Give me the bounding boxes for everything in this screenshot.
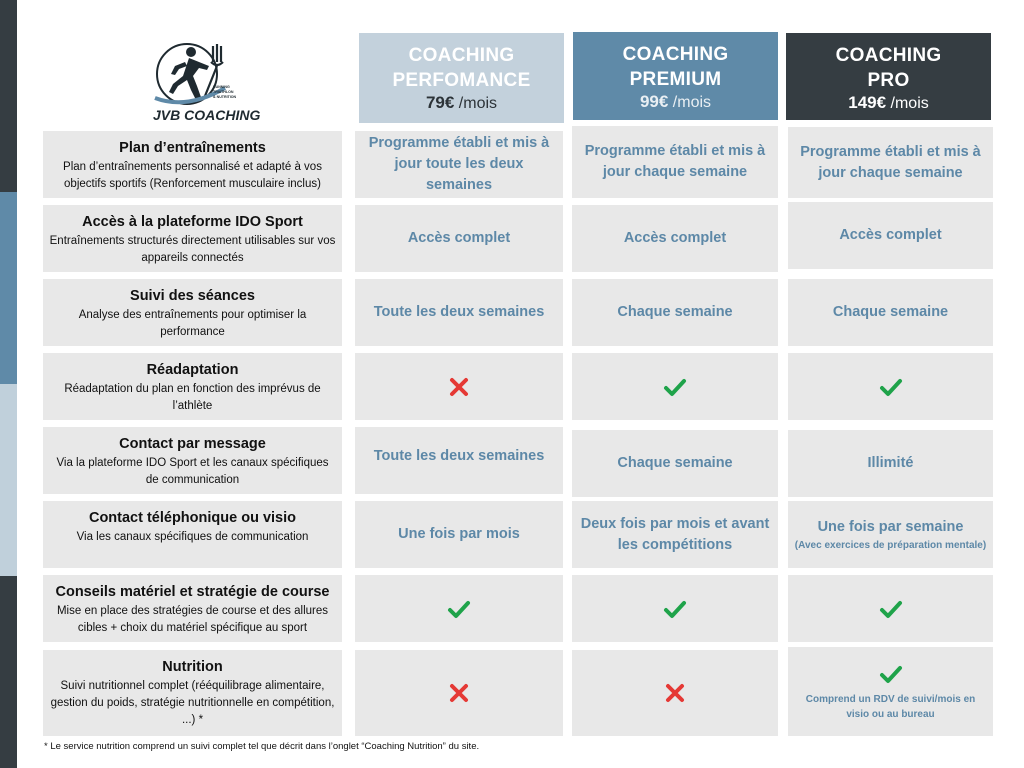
feature-conseils-materiel — [43, 575, 342, 642]
cell-pro-message — [788, 430, 993, 497]
cell-performance-message — [355, 427, 563, 494]
cell-performance-telephone — [355, 501, 563, 568]
plan-period: /mois — [890, 95, 929, 112]
feature-description: Via les canaux spécifiques de communication — [76, 531, 309, 543]
feature-description: Mise en place des stratégies de course et des allures cibles + choix du matériel spécifique au sport — [56, 605, 329, 634]
feature-description: Analyse des entraînements pour optimiser la performance — [78, 309, 307, 338]
feature-title: Réadaptation — [146, 362, 239, 378]
cell-text: Illimité — [867, 455, 914, 471]
cell-premium-plan — [572, 126, 778, 198]
cell-pro-conseils — [788, 575, 993, 642]
feature-nutrition — [43, 650, 342, 736]
cross-icon — [447, 375, 471, 399]
cell-text: Accès complet — [623, 230, 727, 246]
cell-text: Une fois par mois — [398, 526, 520, 542]
cell-premium-telephone — [572, 501, 778, 568]
plan-price: 149€ — [848, 93, 887, 112]
plan-name-line1: COACHING — [835, 45, 942, 66]
feature-title: Nutrition — [162, 659, 223, 675]
cell-premium-acces — [572, 205, 778, 272]
footnote: * Le service nutrition comprend un suivi complet tel que décrit dans l’onglet “Coaching Nutrition” du site. — [44, 741, 480, 752]
cell-performance-acces — [355, 205, 563, 272]
cell-pro-telephone — [788, 501, 993, 568]
cell-text: Toute les deux semaines — [373, 448, 545, 464]
cell-performance-plan — [355, 131, 563, 198]
cell-text: Chaque semaine — [617, 304, 733, 320]
cross-icon — [447, 681, 471, 705]
plan-period: /mois — [672, 94, 712, 111]
cross-icon — [663, 681, 687, 705]
feature-description: Réadaptation du plan en fonction des imprévus de l’athlète — [64, 383, 321, 412]
cell-text: Toute les deux semaines — [373, 304, 545, 320]
cell-text: Accès complet — [407, 230, 511, 246]
plan-name-line2: PREMIUM — [629, 69, 722, 90]
cell-premium-conseils — [572, 575, 778, 642]
feature-description: Entraînements structurés directement utilisables sur vos appareils connectés — [49, 235, 336, 264]
feature-contact-message — [43, 427, 342, 494]
cell-pro-plan — [788, 127, 993, 198]
cell-note: (Avec exercices de préparation mentale) — [794, 539, 987, 551]
cell-pro-readaptation — [788, 353, 993, 420]
check-icon — [447, 597, 471, 621]
feature-description: Plan d’entraînements personnalisé et adapté à vos objectifs sportifs (Renforcement musculaire inclus) — [63, 161, 322, 190]
plan-name-line2: PERFOMANCE — [392, 70, 531, 91]
cell-text: Programme établi et mis à jour chaque semaine — [800, 143, 981, 181]
cell-premium-nutrition — [572, 650, 778, 736]
cell-text: Programme établi et mis à jour chaque semaine — [584, 143, 766, 180]
plan-period: /mois — [458, 95, 498, 112]
cell-performance-readaptation — [355, 353, 563, 420]
cell-performance-conseils — [355, 575, 563, 642]
plan-name-line1: COACHING — [622, 44, 729, 65]
side-strip-dark — [0, 0, 17, 192]
check-icon — [663, 597, 687, 621]
cell-text: Programme établi et mis à jour toute les deux semaines — [368, 135, 550, 193]
cell-pro-acces — [788, 202, 993, 269]
cell-performance-suivi — [355, 279, 563, 346]
svg-text:& NUTRITION: & NUTRITION — [213, 95, 237, 99]
jvb-coaching-logo — [147, 36, 261, 128]
feature-readaptation — [43, 353, 342, 420]
plan-header-pro — [786, 33, 991, 120]
plan-name-line1: COACHING — [408, 45, 515, 66]
feature-description: Via la plateforme IDO Sport et les canaux spécifiques de communication — [56, 457, 329, 486]
cell-premium-readaptation — [572, 353, 778, 420]
feature-title: Plan d’entraînements — [119, 140, 266, 156]
cell-note: Comprend un RDV de suivi/mois en visio ou au bureau — [805, 693, 976, 720]
plan-price: 99€ — [639, 92, 669, 111]
feature-suivi-seances — [43, 279, 342, 346]
feature-title: Conseils matériel et stratégie de course — [55, 584, 330, 600]
cell-text: Chaque semaine — [832, 304, 949, 320]
cell-text: Chaque semaine — [617, 455, 733, 471]
runner-logo-icon — [147, 36, 261, 128]
feature-title: Contact par message — [119, 436, 266, 452]
side-strip-light — [0, 384, 17, 576]
svg-text:TRIATHLON: TRIATHLON — [213, 90, 234, 94]
check-icon — [879, 662, 903, 686]
plan-header-performance — [359, 33, 564, 123]
plan-header-premium — [573, 32, 778, 120]
check-icon — [663, 375, 687, 399]
feature-title: Suivi des séances — [130, 288, 255, 304]
cell-premium-message — [572, 430, 778, 497]
plan-price: 79€ — [425, 93, 455, 112]
feature-contact-telephone — [43, 501, 342, 568]
plan-name-line2: PRO — [867, 70, 910, 91]
cell-pro-nutrition — [788, 647, 993, 736]
side-strip-blue — [0, 192, 17, 384]
feature-title: Accès à la plateforme IDO Sport — [82, 214, 303, 230]
feature-description: Suivi nutritionnel complet (rééquilibrage alimentaire, gestion du poids, stratégie nutritionnelle en compétition, ...) * — [50, 680, 335, 726]
svg-text:JVB COACHING: JVB COACHING — [153, 107, 261, 123]
feature-plan-entrainements — [43, 131, 342, 198]
cell-pro-suivi — [788, 279, 993, 346]
side-strip-dark-bottom — [0, 576, 17, 768]
cell-performance-nutrition — [355, 650, 563, 736]
cell-text: Une fois par semaine — [817, 518, 964, 535]
check-icon — [879, 375, 903, 399]
check-icon — [879, 597, 903, 621]
feature-title: Contact téléphonique ou visio — [88, 510, 297, 526]
feature-acces-plateforme — [43, 205, 342, 272]
cell-text: Accès complet — [839, 227, 942, 243]
cell-text: Deux fois par mois et avant les compétitions — [580, 515, 770, 553]
cell-premium-suivi — [572, 279, 778, 346]
svg-text:RUNNING: RUNNING — [213, 85, 230, 89]
